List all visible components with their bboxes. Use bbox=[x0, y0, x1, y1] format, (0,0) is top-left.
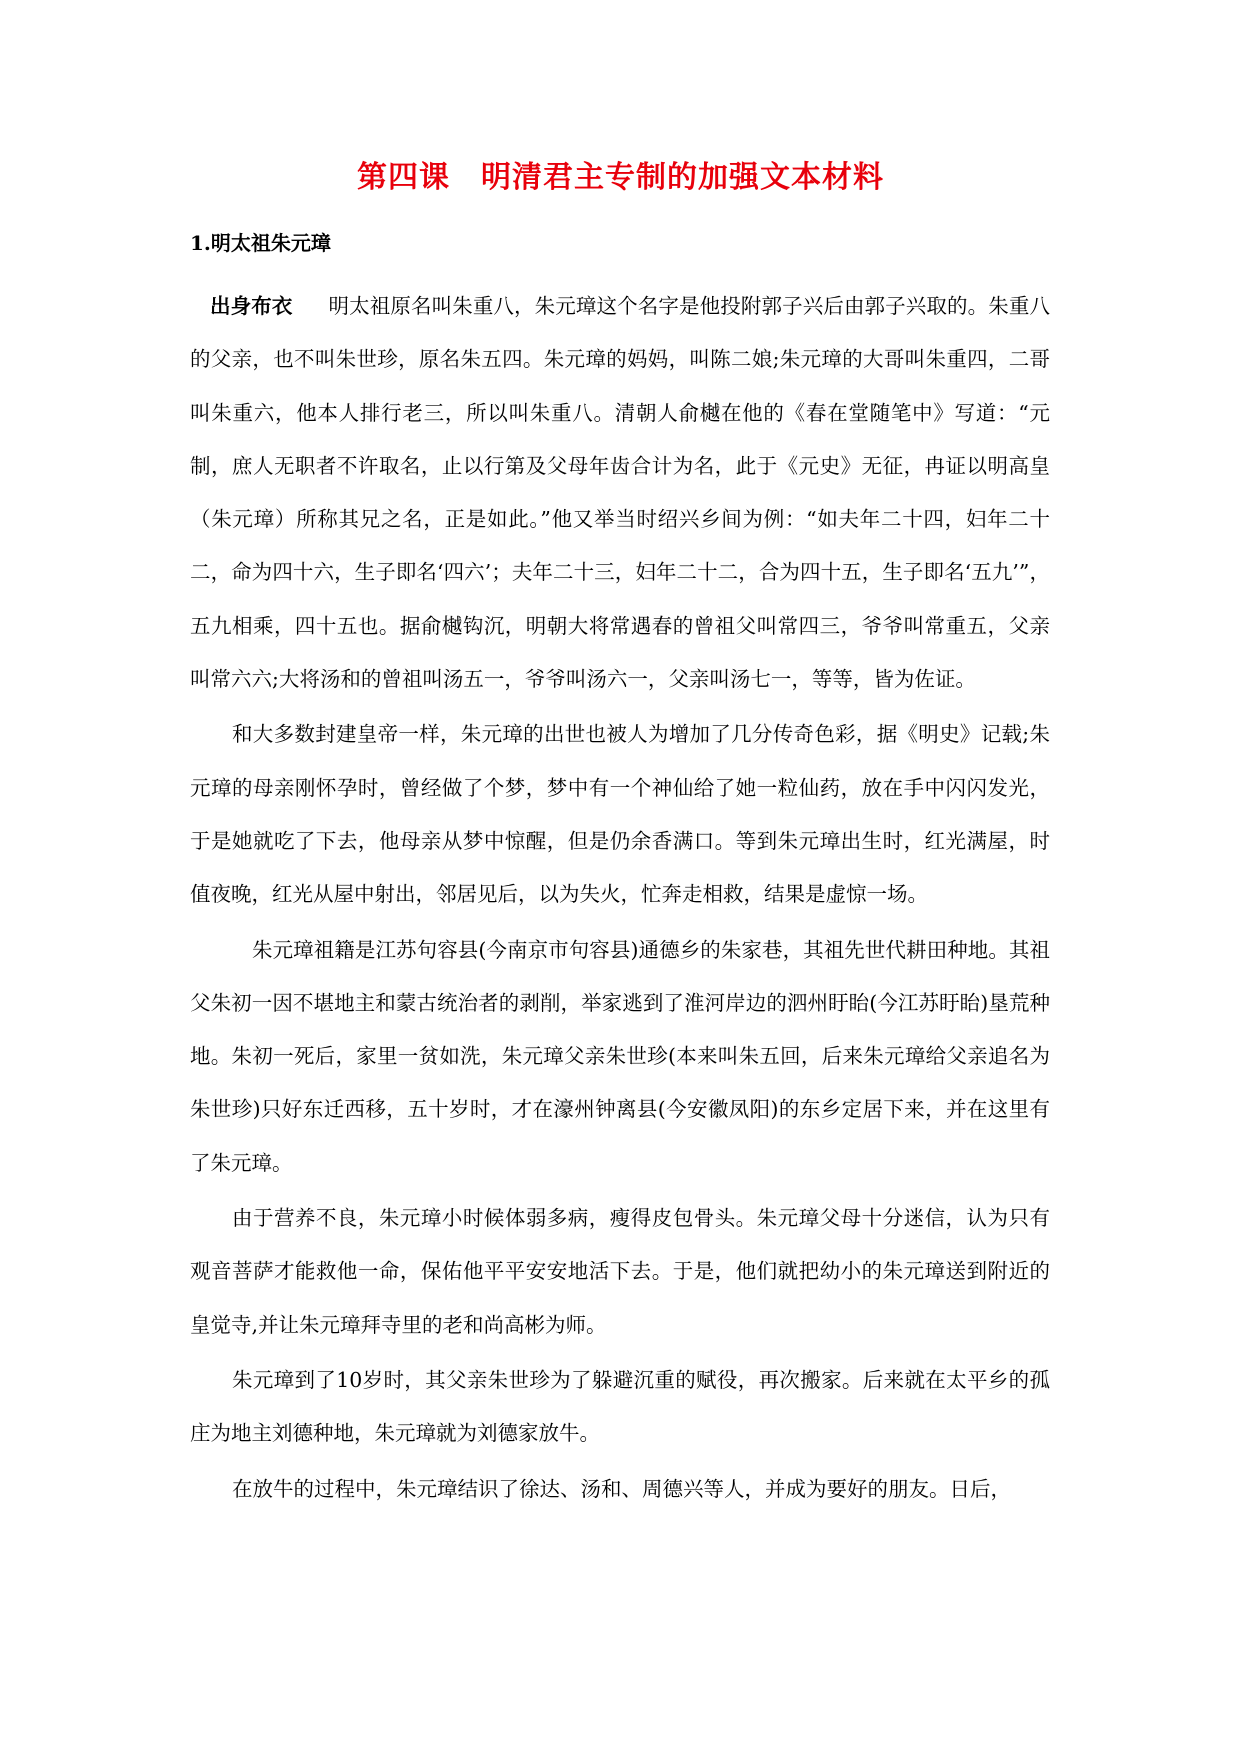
paragraph-text: 明太祖原名叫朱重八，朱元璋这个名字是他投附郭子兴后由郭子兴取的。朱重八的父亲，也不叫朱世珍，原名朱五四。朱元璋的妈妈，叫陈二娘;朱元璋的大哥叫朱重四，二哥叫朱重六，他本人排行老三，所以叫朱重八。清朝人俞樾在他的《春在堂随笔中》写道：“元制，庶人无职者不许取名，止以行第及父母年齿合计为名，此于《元史》无征，冉证以明高皇（朱元璋）所称其兄之名，正是如此。”他又举当时绍兴乡间为例：“如夫年二十四，妇年二十二，命为四十六，生子即名‘四六’；夫年二十三，妇年二十二，合为四十五，生子即名‘五九’”，五九相乘，四十五也。据俞樾钩沉，明朝大将常遇春的曾祖父叫常四三，爷爷叫常重五，父亲叫常六六;大将汤和的曾祖叫汤五一，爷爷叫汤六一，父亲叫汤七一，等等，皆为佐证。 bbox=[190, 294, 1051, 692]
page-title: 第四课 明清君主专制的加强文本材料 bbox=[357, 160, 884, 195]
paragraph: 由于营养不良，朱元璋小时候体弱多病，瘦得皮包骨头。朱元璋父母十分迷信，认为只有观音菩萨才能救他一命，保佑他平平安安地活下去。于是，他们就把幼小的朱元璋送到附近的皇觉寺,并让朱元璋拜寺里的老和尚高彬为师。 bbox=[190, 1206, 1050, 1337]
paragraph: 在放牛的过程中，朱元璋结识了徐达、汤和、周德兴等人，并成为要好的朋友。日后， bbox=[232, 1476, 1011, 1501]
paragraph: 朱元璋到了10岁时，其父亲朱世珍为了躲避沉重的赋役，再次搬家。后来就在太平乡的孤庄为地主刘德种地，朱元璋就为刘德家放牛。 bbox=[190, 1367, 1050, 1446]
paragraph-lead: 出身布衣 bbox=[210, 294, 293, 318]
section-heading: 1.明太祖朱元璋 bbox=[190, 231, 331, 255]
paragraph: 和大多数封建皇帝一样，朱元璋的出世也被人为增加了几分传奇色彩，据《明史》记载;朱元璋的母亲刚怀孕时，曾经做了个梦，梦中有一个神仙给了她一粒仙药，放在手中闪闪发光，于是她就吃了下去，他母亲从梦中惊醒，但是仍余香满口。等到朱元璋出生时，红光满屋，时值夜晚，红光从屋中射出，邻居见后，以为失火，忙奔走相救，结果是虚惊一场。 bbox=[190, 722, 1050, 907]
paragraph bbox=[190, 280, 1050, 706]
document-body bbox=[190, 280, 1050, 1518]
paragraph: 朱元璋祖籍是江苏句容县(今南京市句容县)通德乡的朱家巷，其祖先世代耕田种地。其祖父朱初一因不堪地主和蒙古统治者的剥削，举家逃到了淮河岸边的泗州盱眙(今江苏盱眙)垦荒种地。朱初一死后，家里一贫如洗，朱元璋父亲朱世珍(本来叫朱五回，后来朱元璋给父亲追名为朱世珍)只好东迁西移，五十岁时，才在濠州钟离县(今安徽凤阳)的东乡定居下来，并在这里有了朱元璋。 bbox=[190, 937, 1050, 1175]
